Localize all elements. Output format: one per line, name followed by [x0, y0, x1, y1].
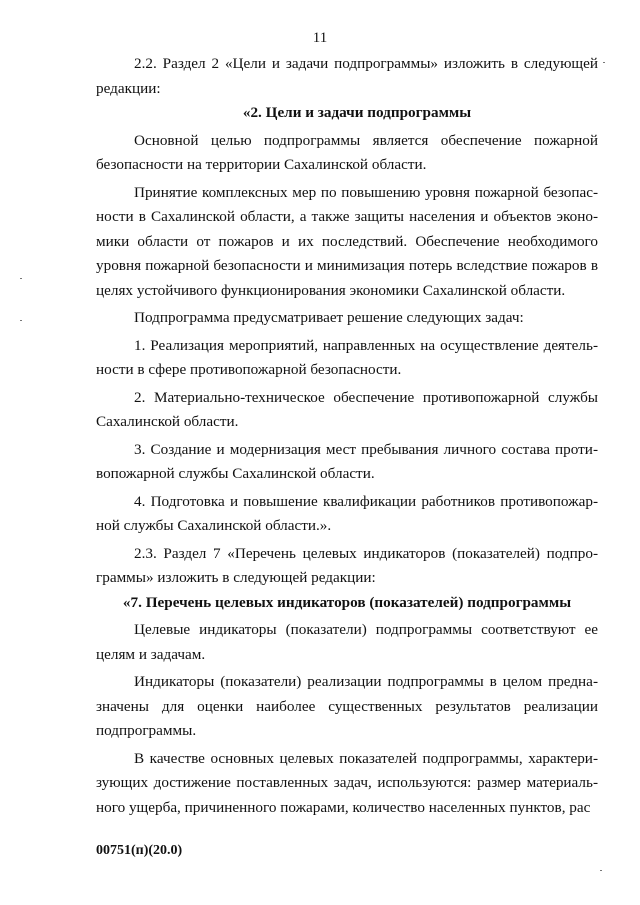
paragraph-section-2-2: 2.2. Раздел 2 «Цели и задачи подпрограммы» изложить в следующей редакции:: [96, 55, 598, 97]
paragraph-tasks-intro: Подпрограмма предусматривает решение следующих задач:: [134, 309, 524, 326]
document-body: [96, 52, 598, 820]
paragraph-task-1: 1. Реализация мероприятий, направленных на осуществление деятельности в сфере противопожарной безопасности.: [96, 336, 598, 378]
scan-speck: [20, 320, 22, 321]
paragraph-indicators-purpose: Индикаторы (показатели) реализации подпрограммы в целом предназначены для оценки наиболее существенных результатов реализации подпрограммы.: [96, 673, 598, 739]
paragraph-task-2: 2. Материально-техническое обеспечение противопожарной службы Сахалинской области.: [96, 388, 598, 430]
scan-speck: [20, 278, 22, 279]
page-number: 11: [312, 30, 328, 46]
heading-indicators-list: «7. Перечень целевых индикаторов (показателей) подпрограммы: [122, 593, 572, 611]
paragraph-main-indicators: В качестве основных целевых показателей подпрограммы, характеризующих достижение поставленных задач, используются: размер материального ущерба, причиненного пожарами, количество населенных пунктов, рас: [96, 749, 598, 816]
paragraph-main-goal: Основной целью подпрограммы является обеспечение пожарной безопасности на территории Сахалинской области.: [96, 131, 598, 173]
paragraph-task-4: 4. Подготовка и повышение квалификации работников противопожарной службы Сахалинской области.».: [96, 492, 598, 534]
paragraph-section-2-3: 2.3. Раздел 7 «Перечень целевых индикаторов (показателей) подпрограммы» изложить в следующей редакции:: [96, 544, 598, 586]
scan-speck: [603, 62, 605, 63]
scan-speck: [600, 870, 602, 871]
paragraph-indicators-match: Целевые индикаторы (показатели) подпрограммы соответствуют ее целям и задачам.: [96, 621, 598, 663]
document-code: 00751(п)(20.0): [96, 843, 183, 858]
paragraph-measures: Принятие комплексных мер по повышению уровня пожарной безопасности в Сахалинской области, а также защиты населения и объектов экономики области от пожаров и их последствий. Обеспечение необходимого уровня пожарной безопасности и минимизация потерь вследствие пожаров в целях устойчивого функционирования экономики Сахалинской области.: [96, 183, 598, 299]
paragraph-task-3: 3. Создание и модернизация мест пребывания личного состава противопожарной службы Сахалинской области.: [96, 440, 598, 482]
heading-goals-and-tasks: «2. Цели и задачи подпрограммы: [242, 104, 472, 121]
